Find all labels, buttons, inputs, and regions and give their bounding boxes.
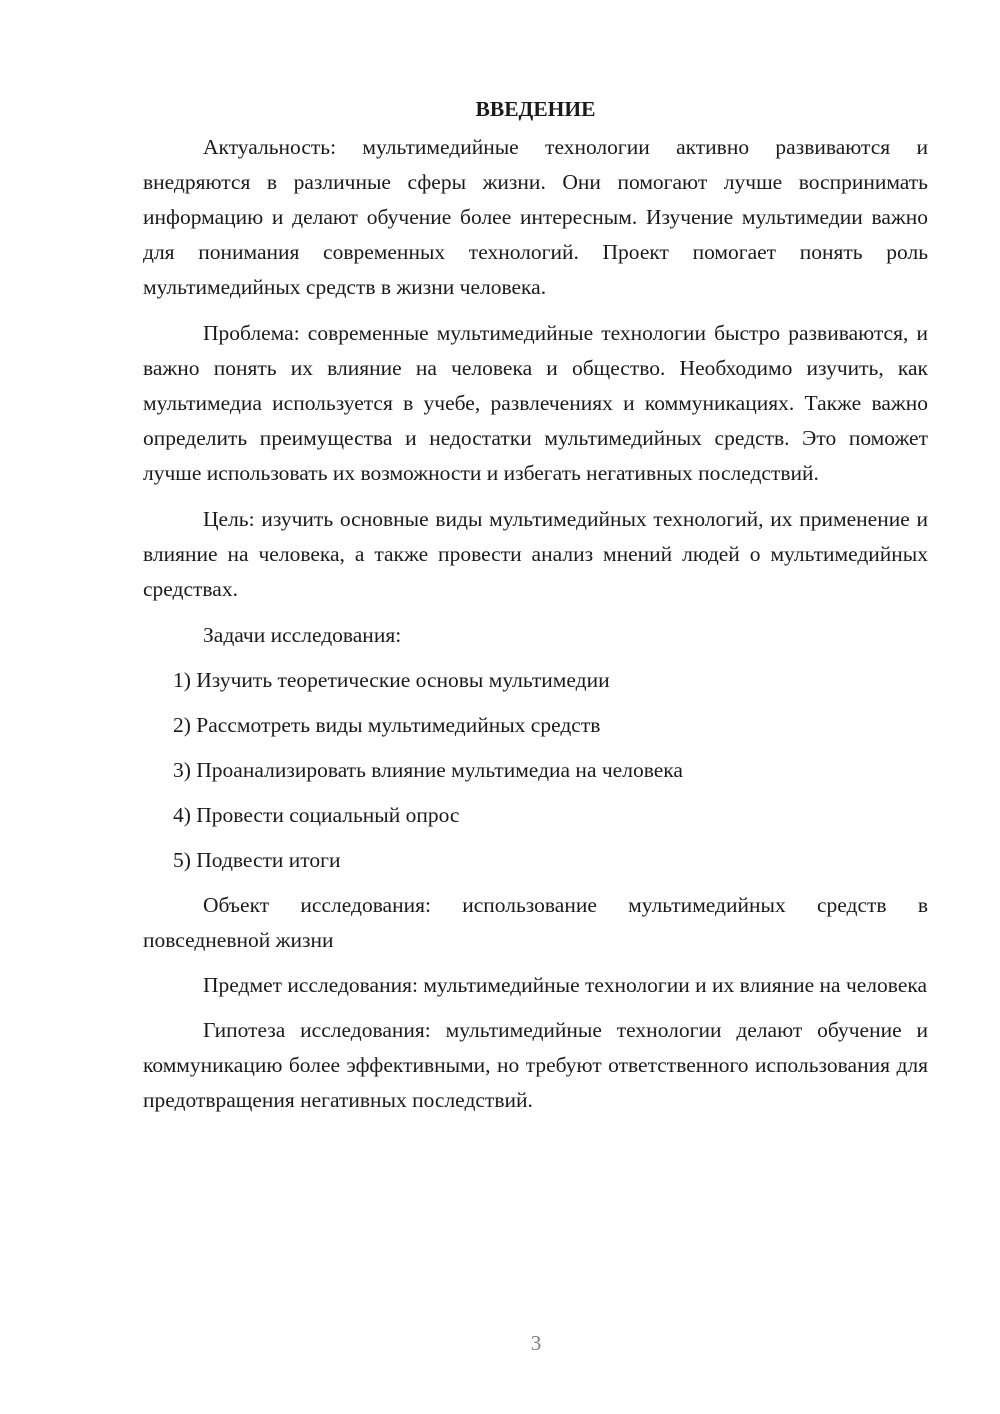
paragraph-subject: Предмет исследования: мультимедийные технологии и их влияние на человека — [203, 973, 928, 997]
list-item: 2) Рассмотреть виды мультимедийных средств — [173, 713, 601, 737]
list-item: 1) Изучить теоретические основы мультимедии — [173, 668, 610, 692]
paragraph-problem: Проблема: современные мультимедийные технологии быстро развиваются, и важно понять их влияние на человека и общество. Необходимо изучить, как мультимедиа используется в учебе, развлечениях и коммуникациях. Также важно определить преимущества и недостатки мультимедийных средств. Это поможет лучше использовать их возможности и избегать негативных последствий. — [143, 321, 928, 485]
list-item: 3) Проанализировать влияние мультимедиа на человека — [173, 758, 683, 782]
page-title: ВВЕДЕНИЕ — [475, 97, 596, 121]
paragraph-relevance: Актуальность: мультимедийные технологии активно развиваются и внедряются в различные сферы жизни. Они помогают лучше воспринимать информацию и делают обучение более интересным. Изучение мультимедии важно для понимания современных технологий. Проект помогает понять роль мультимедийных средств в жизни человека. — [143, 135, 928, 299]
list-item: 5) Подвести итоги — [173, 848, 341, 872]
paragraph-object: Объект исследования: использование мультимедийных средств в повседневной жизни — [143, 893, 928, 952]
paragraph-goal: Цель: изучить основные виды мультимедийных технологий, их применение и влияние на человека, а также провести анализ мнений людей о мультимедийных средствах. — [143, 507, 928, 601]
tasks-heading: Задачи исследования: — [203, 623, 402, 647]
paragraph-hypothesis: Гипотеза исследования: мультимедийные технологии делают обучение и коммуникацию более эффективными, но требуют ответственного использования для предотвращения негативных последствий. — [143, 1018, 928, 1112]
list-item: 4) Провести социальный опрос — [173, 803, 460, 827]
tasks-list — [143, 663, 928, 878]
page-number: 3 — [530, 1331, 542, 1355]
document-page — [143, 92, 928, 1129]
